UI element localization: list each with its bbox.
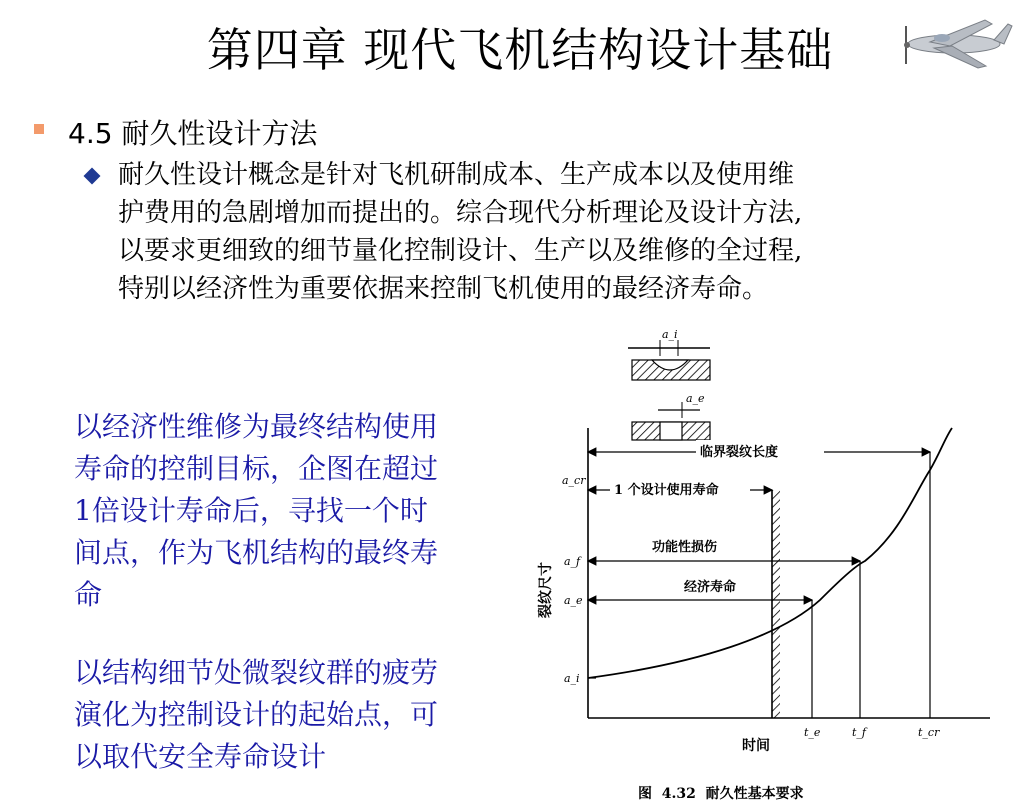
inset-economic-flaw xyxy=(632,392,710,440)
y-axis-label: 裂纹尺寸 xyxy=(538,562,554,618)
x-tick-tcr: t_cr xyxy=(918,726,940,739)
note-line: 1倍设计寿命后，寻找一个时 xyxy=(74,494,428,527)
x-tick-tf: t_f xyxy=(852,726,866,739)
economic-life-note xyxy=(74,406,438,616)
description-text xyxy=(118,156,802,308)
durability-figure xyxy=(520,318,1020,808)
inset-label-ae: a_e xyxy=(686,392,705,405)
airplane-icon xyxy=(890,6,1020,76)
description-line: 耐久性设计概念是针对飞机研制成本、生产成本以及使用维 xyxy=(118,160,795,190)
inset-label-ai: a_i xyxy=(662,328,678,341)
note-line: 以结构细节处微裂纹群的疲劳 xyxy=(74,656,439,689)
design-life-wall xyxy=(772,490,780,718)
square-bullet-icon xyxy=(34,124,44,134)
band-design-life: 1 个设计使用寿命 xyxy=(614,483,719,498)
section-heading: 4.5 耐久性设计方法 xyxy=(68,117,318,150)
note-line: 寿命的控制目标，企图在超过 xyxy=(74,452,439,485)
description-line: 护费用的急剧增加而提出的。综合现代分析理论及设计方法, xyxy=(118,198,803,228)
note-line: 命 xyxy=(74,578,103,611)
note-line: 以经济性维修为最终结构使用 xyxy=(74,410,439,443)
y-tick-af: a_f xyxy=(564,555,581,568)
note-line: 演化为控制设计的起始点，可 xyxy=(74,698,439,731)
y-tick-acr: a_cr xyxy=(562,474,586,487)
figure-caption: 图 4.32 耐久性基本要求 xyxy=(638,786,804,802)
y-tick-ae: a_e xyxy=(564,594,583,607)
band-functional-damage: 功能性损伤 xyxy=(652,540,718,555)
inset-initial-flaw xyxy=(628,328,710,380)
band-economic-life: 经济寿命 xyxy=(684,580,737,595)
crack-growth-curve xyxy=(588,428,952,678)
slide-title: 第四章 现代飞机结构设计基础 xyxy=(206,23,834,77)
microcrack-note xyxy=(74,652,438,778)
x-axis-label: 时间 xyxy=(742,738,770,754)
diamond-bullet-icon xyxy=(84,168,101,185)
band-critical-length: 临界裂纹长度 xyxy=(700,445,779,460)
description-line: 特别以经济性为重要依据来控制飞机使用的最经济寿命。 xyxy=(118,274,769,304)
note-line: 间点，作为飞机结构的最终寿 xyxy=(74,536,439,569)
note-line: 以取代安全寿命设计 xyxy=(74,740,327,773)
x-tick-te: t_e xyxy=(804,726,821,739)
y-tick-ai: a_i xyxy=(564,672,580,685)
description-line: 以要求更细致的细节量化控制设计、生产以及维修的全过程, xyxy=(118,236,803,266)
